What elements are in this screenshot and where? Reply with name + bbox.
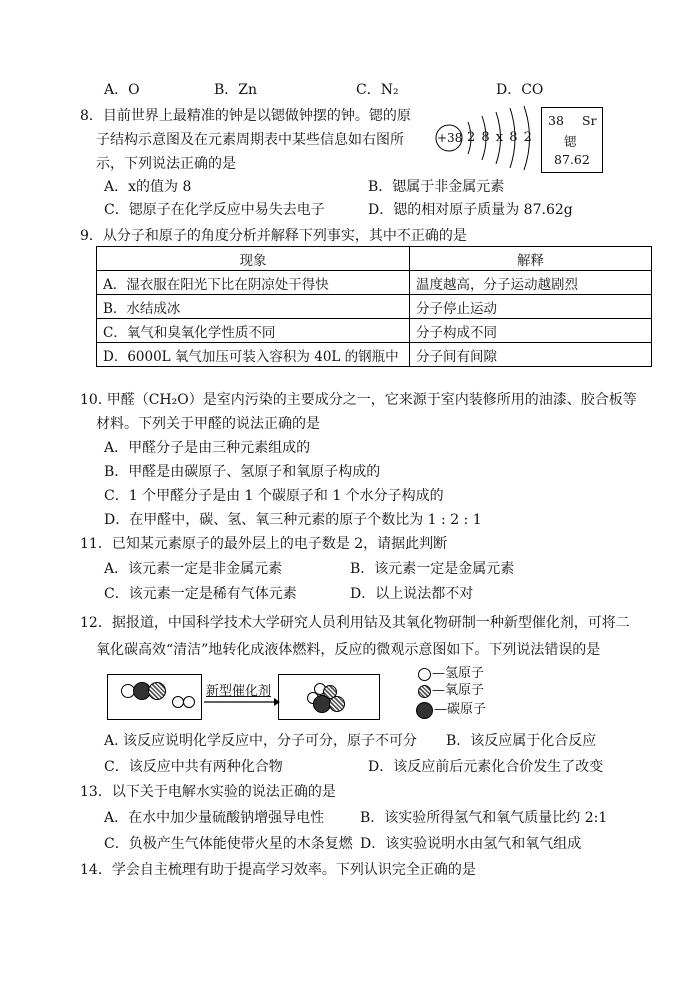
q10-option-d: D．在甲醛中，碳、氢、氧三种元素的原子个数比为 1 : 2 : 1 <box>104 512 482 528</box>
q7-option-c: C．N₂ <box>356 82 399 98</box>
q13-option-d: D．该实验说明水由氢气和氧气组成 <box>360 836 582 852</box>
q10-option-a: A．甲醛分子是由三种元素组成的 <box>104 440 311 456</box>
q12-option-c: C．该反应中共有两种化合物 <box>104 759 283 775</box>
q8-option-c: C．锶原子在化学反应中易失去电子 <box>104 202 325 218</box>
explanation-cell: 温度越高，分子运动越剧烈 <box>410 271 652 295</box>
q10-option-c: C．1 个甲醛分子是由 1 个碳原子和 1 个水分子构成的 <box>104 488 444 504</box>
q12-stem-line2: 氧化碳高效“清洁”地转化成液体燃料，反应的微观示意图如下。下列说法错误的是 <box>96 642 601 658</box>
element-symbol: Sr <box>582 113 597 128</box>
phenomenon-cell: D．6000L 氧气加压可装入容积为 40L 的钢瓶中 <box>97 343 410 367</box>
q11-option-a: A．该元素一定是非金属元素 <box>104 561 283 577</box>
legend-oxygen-text: 氧原子 <box>445 683 485 698</box>
atomic-mass: 87.62 <box>554 152 590 167</box>
q8-stem-line3: 示，下列说法正确的是 <box>96 156 236 172</box>
q9-table <box>96 246 652 367</box>
oxygen-atom-icon <box>329 696 345 712</box>
q8-option-d: D．锶的相对原子质量为 87.62g <box>368 202 573 218</box>
explanation-cell: 分子间有间隙 <box>410 343 652 367</box>
header-phenomenon: 现象 <box>97 247 410 271</box>
q14-stem: 14．学会自主梳理有助于提高学习效率。下列认识完全正确的是 <box>80 862 476 878</box>
legend-oxygen-label: —氧原子 <box>432 683 485 698</box>
q11-option-b: B．该元素一定是金属元素 <box>350 561 515 577</box>
q7-option-d: D．CO <box>496 82 544 98</box>
q13-option-b: B．该实验所得氢气和氧气质量比约 2:1 <box>360 810 608 826</box>
q9-stem: 9．从分子和原子的角度分析并解释下列事实，其中不正确的是 <box>80 228 467 244</box>
q8-option-a: A．x的值为 8 <box>104 179 192 195</box>
q11-option-c: C．该元素一定是稀有气体元素 <box>104 586 297 602</box>
reaction-arrow-icon <box>204 697 280 707</box>
nucleus-charge: +38 <box>437 131 463 145</box>
phenomenon-cell: C．氧气和臭氧化学性质不同 <box>97 319 410 343</box>
table-row <box>97 343 652 367</box>
q11-option-d: D．以上说法都不对 <box>350 586 474 602</box>
q8-option-b: B．锶属于非金属元素 <box>368 179 505 195</box>
legend-carbon-text: 碳原子 <box>447 702 487 717</box>
q12-option-a: A. 该反应说明化学反应中，分子可分，原子不可分 <box>104 733 418 749</box>
q11-stem: 11．已知某元素原子的最外层上的电子数是 2，请据此判断 <box>80 536 448 552</box>
q12-option-d: D．该反应前后元素化合价发生了改变 <box>368 759 604 775</box>
table-row <box>97 295 652 319</box>
q8-stem-line1: 8．目前世界上最精准的钟是以锶做钟摆的钟。锶的原 <box>80 108 411 124</box>
q13-option-c: C．负极产生气体能使带火星的木条复燃 <box>104 836 353 852</box>
explanation-cell: 分子构成不同 <box>410 319 652 343</box>
q13-stem: 13．以下关于电解水实验的说法正确的是 <box>80 784 336 800</box>
hydrogen-atom-icon <box>183 696 195 708</box>
atomic-number: 38 <box>548 113 564 128</box>
electron-shells: 2 8 x 8 2 <box>467 130 533 145</box>
table-header-row <box>97 247 652 271</box>
periodic-table-cell <box>541 107 603 173</box>
q10-stem-line2: 材料。下列关于甲醛的说法正确的是 <box>96 416 320 432</box>
q10-stem-line1: 10. 甲醛（CH₂O）是室内污染的主要成分之一，它来源于室内装修所用的油漆、胶合板等 <box>80 392 637 408</box>
header-explanation: 解释 <box>410 247 652 271</box>
legend-hydrogen-label: —氢原子 <box>432 666 485 681</box>
q7-option-b: B．Zn <box>214 82 258 98</box>
oxygen-atom-icon <box>148 682 166 700</box>
q12-option-b: B．该反应属于化合反应 <box>446 733 597 749</box>
element-name: 锶 <box>564 134 577 149</box>
q7-option-a: A．O <box>104 82 140 98</box>
q12-stem-line1: 12．据报道，中国科学技术大学研究人员利用钴及其氧化物研制一种新型催化剂，可将二 <box>80 615 630 631</box>
catalyst-label: 新型催化剂 <box>206 684 272 699</box>
q10-option-b: B．甲醛是由碳原子、氢原子和氧原子构成的 <box>104 464 381 480</box>
legend-hydrogen-text: 氢原子 <box>445 666 485 681</box>
explanation-cell: 分子停止运动 <box>410 295 652 319</box>
q13-option-a: A．在水中加少量硫酸钠增强导电性 <box>104 810 325 826</box>
table-row <box>97 319 652 343</box>
phenomenon-cell: A．湿衣服在阳光下比在阴凉处干得快 <box>97 271 410 295</box>
legend-carbon-icon <box>416 702 433 719</box>
phenomenon-cell: B．水结成冰 <box>97 295 410 319</box>
table-row <box>97 271 652 295</box>
legend-oxygen-icon <box>418 685 431 698</box>
legend-hydrogen-icon <box>418 668 431 681</box>
legend-carbon-label: —碳原子 <box>434 702 487 717</box>
q8-stem-line2: 子结构示意图及在元素周期表中某些信息如右图所 <box>96 132 404 148</box>
